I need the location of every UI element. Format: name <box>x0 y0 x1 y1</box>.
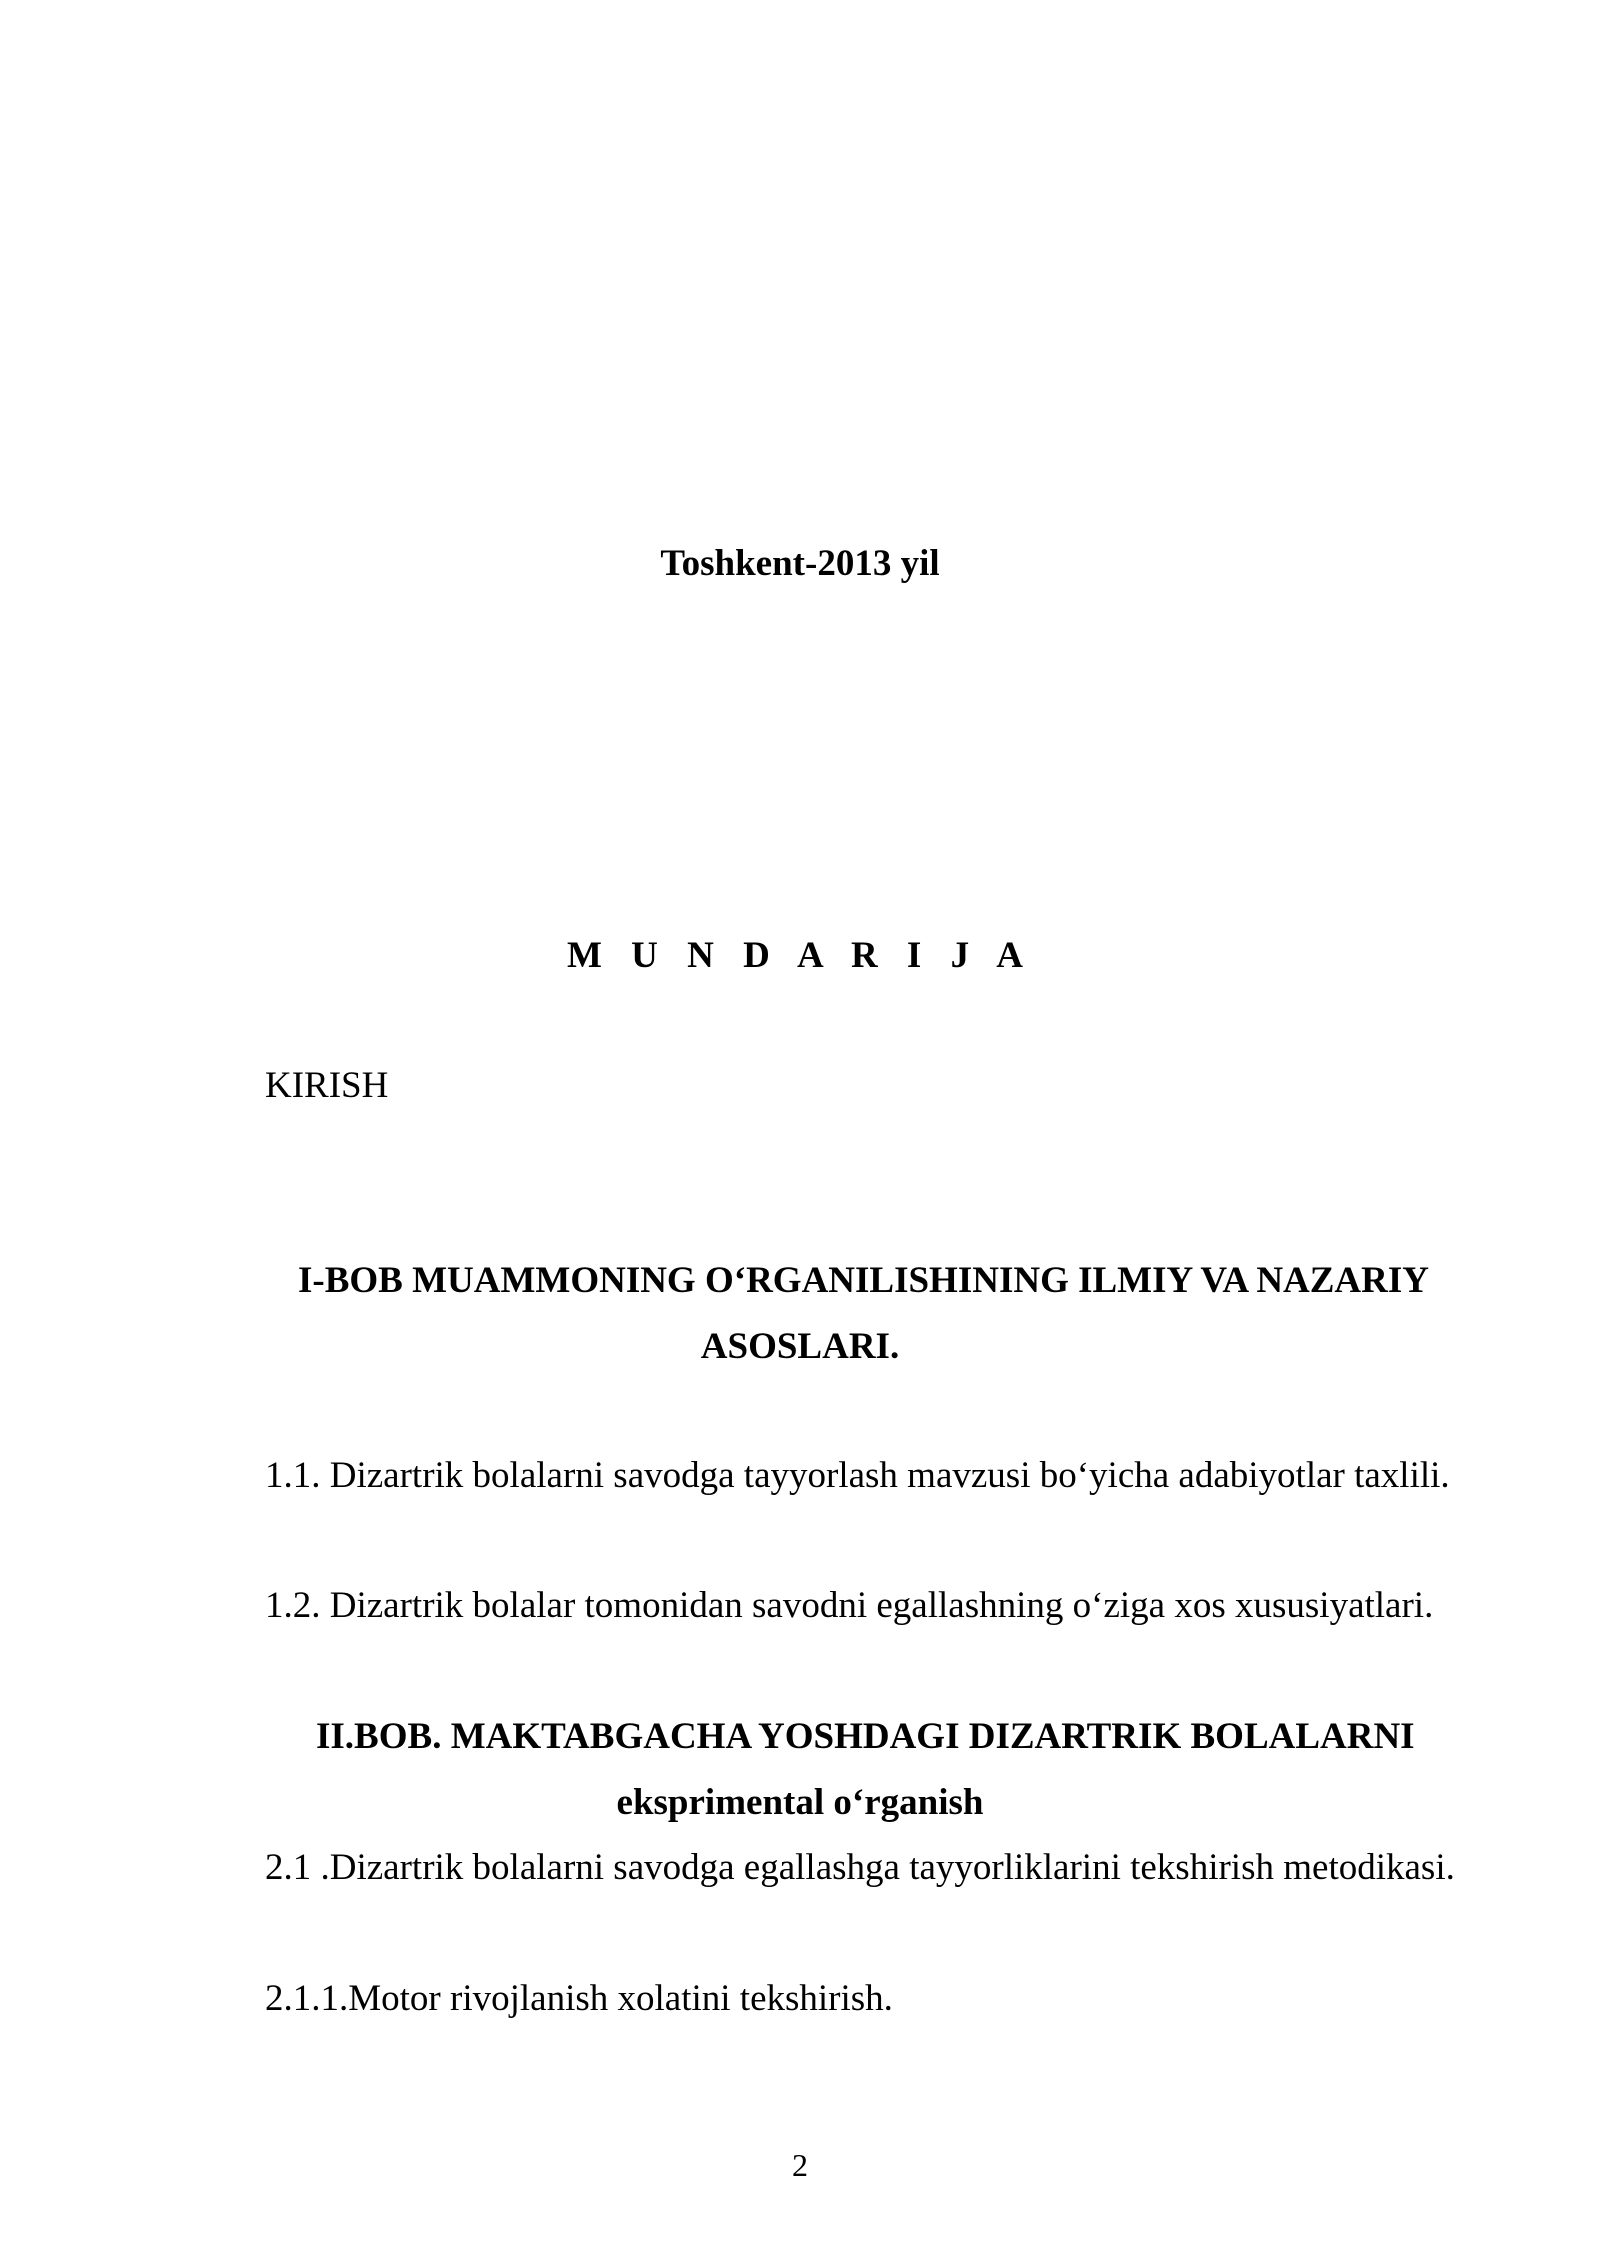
toc-chapter2-rest <box>432 1716 1414 1757</box>
toc-chapter2-title-line1 <box>316 1714 1415 1760</box>
contents-title: M U N D A R I J A <box>566 935 1034 976</box>
city-year-line: Toshkent-2013 yil <box>660 543 940 584</box>
toc-item-2-1-1: 2.1.1.Motor rivojlanish xolatini tekshirish. <box>265 1978 893 2019</box>
toc-chapter1-title-line2: ASOSLARI. <box>700 1326 900 1367</box>
toc-item-1-1: 1.1. Dizartrik bolalarni savodga tayyorlash mavzusi bo‘yicha adabiyotlar taxlili. <box>265 1455 1450 1496</box>
toc-chapter1-title-line1: I-BOB MUAMMONING O‘RGANILISHINING ILMIY VA NAZARIY <box>298 1260 1429 1301</box>
toc-item-1-2: 1.2. Dizartrik bolalar tomonidan savodni egallashning o‘ziga xos xususiyatlari. <box>265 1585 1434 1626</box>
page-number: 2 <box>792 2147 808 2183</box>
toc-item-2-1: 2.1 .Dizartrik bolalarni savodga egallashga tayyorliklarini tekshirish metodikasi. <box>265 1847 1455 1888</box>
toc-intro: KIRISH <box>265 1065 389 1106</box>
toc-chapter2-title-line2: eksprimental o‘rganish <box>616 1782 984 1823</box>
toc-chapter2-prefix: II.BOB <box>316 1716 433 1757</box>
toc-chapter2-rest-text: . MAKTABGACHA YOSHDAGI DIZARTRIK BOLALARNI <box>432 1716 1415 1757</box>
